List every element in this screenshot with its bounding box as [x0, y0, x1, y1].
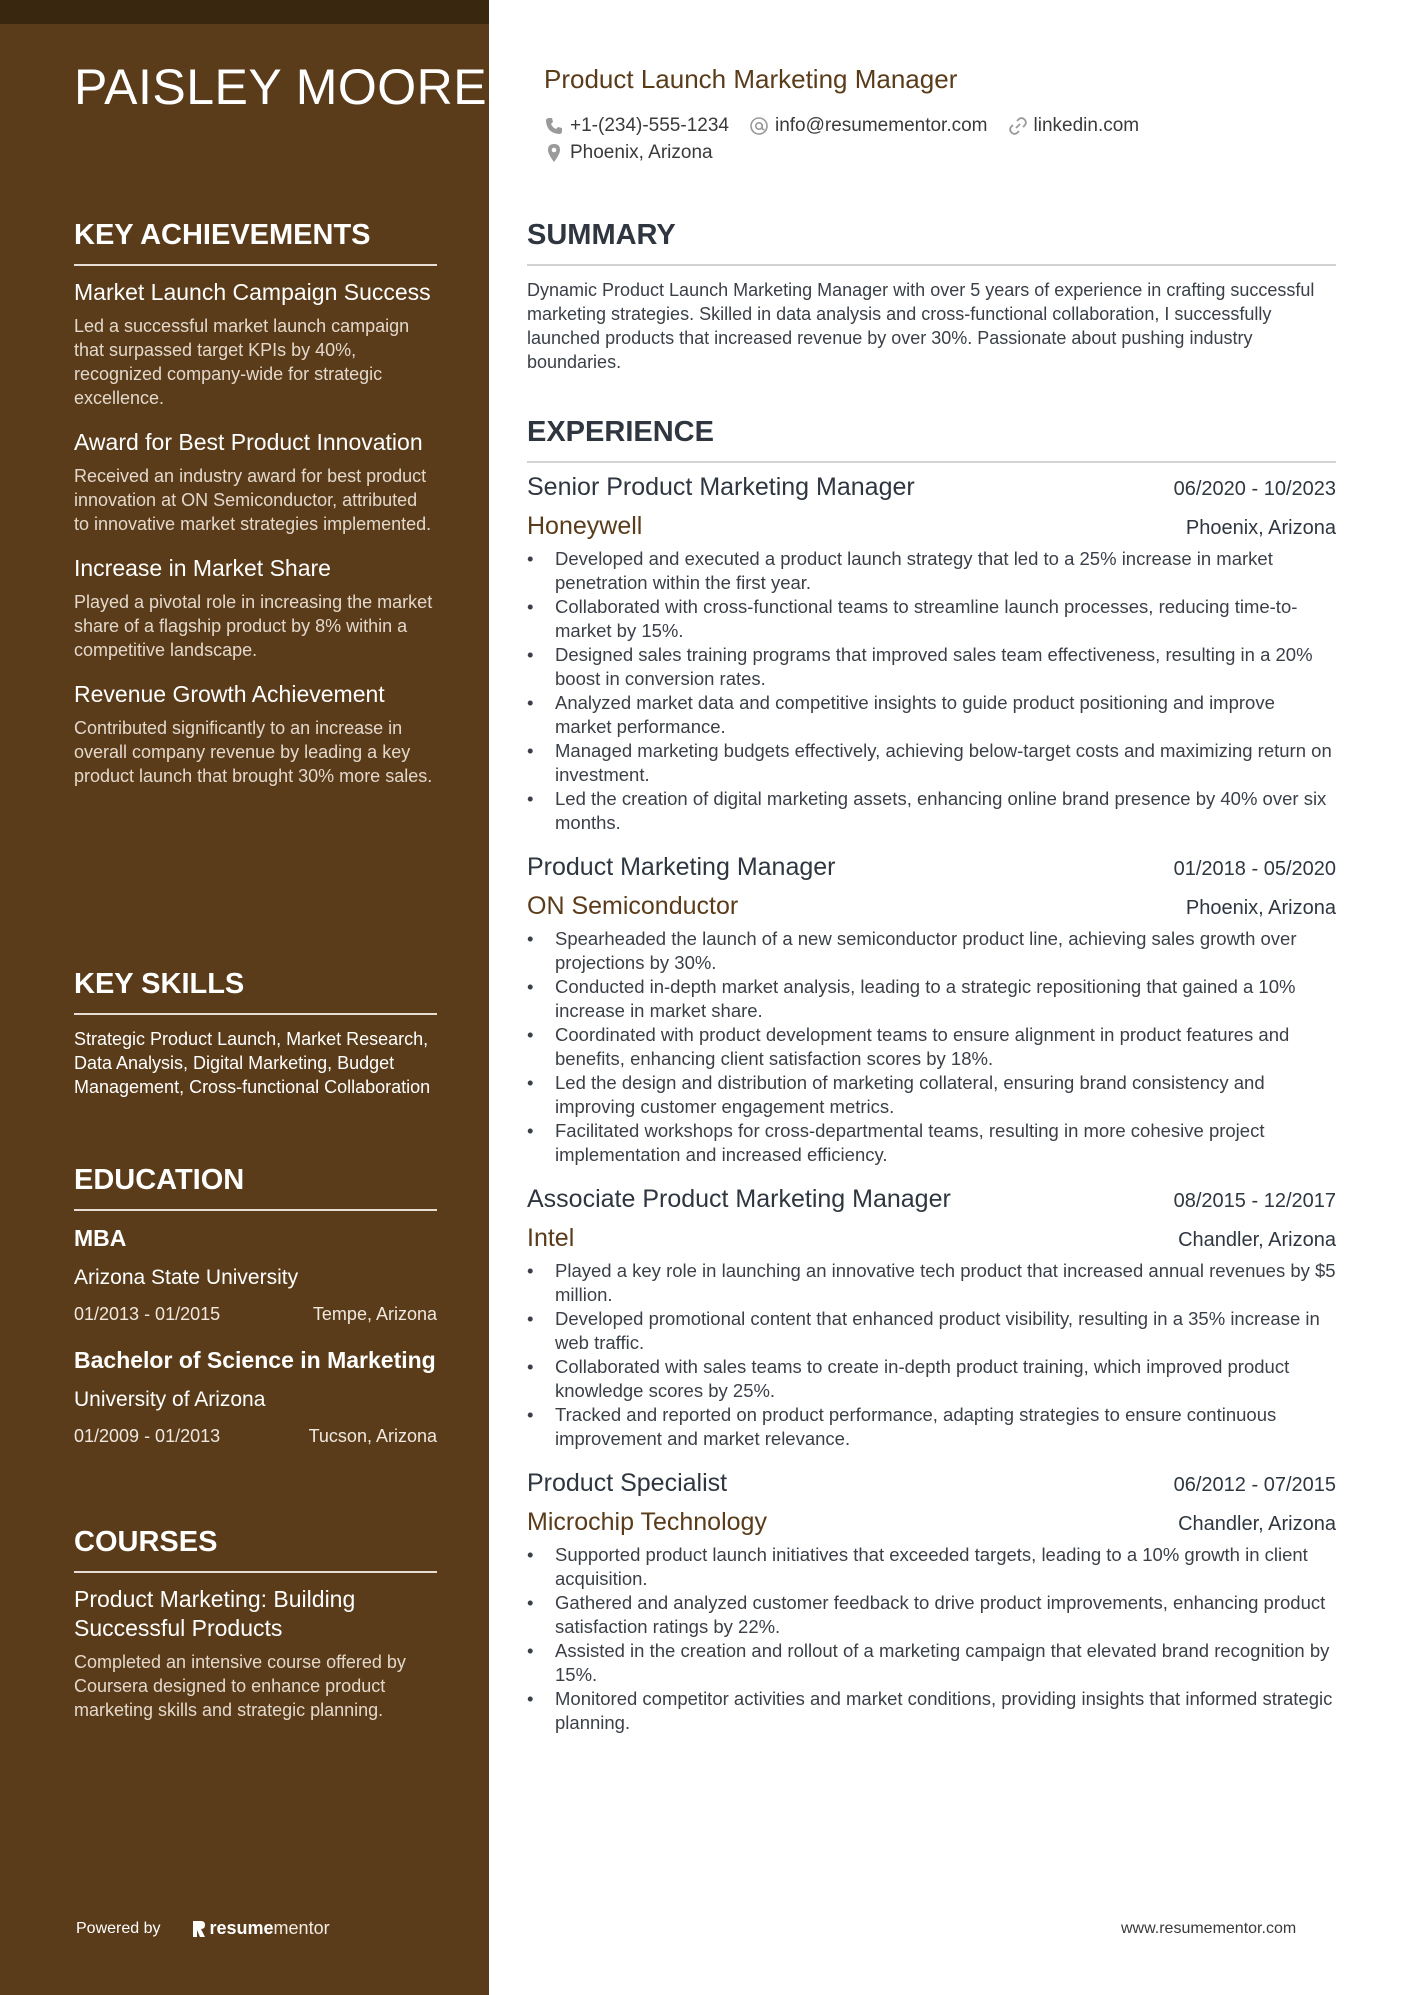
- skills-section: [74, 968, 437, 1099]
- target-job-title: Product Launch Marketing Manager: [544, 64, 958, 94]
- contact-phone[interactable]: [544, 115, 729, 137]
- job-location: Phoenix, Arizona: [1185, 897, 1336, 919]
- achievement-item: [74, 680, 437, 788]
- sidebar-top-bar: [0, 0, 489, 24]
- achievement-desc: Led a successful market launch campaign that surpassed target KPIs by 40%, recognized company-wide for strategic excellence.: [74, 316, 410, 408]
- job-location: Chandler, Arizona: [1178, 1513, 1336, 1535]
- brand-mark-icon: [191, 1920, 206, 1938]
- job-company: Microchip Technology: [527, 1508, 767, 1536]
- candidate-name: PAISLEY MOORE: [74, 59, 488, 115]
- job-bullet: • Led the creation of digital marketing assets, enhancing online brand presence by 40% over six months.: [527, 787, 1336, 835]
- education-section: [74, 1164, 437, 1447]
- job-company: Honeywell: [527, 512, 643, 540]
- job-bullet: • Monitored competitor activities and market conditions, providing insights that informed strategic planning.: [527, 1687, 1336, 1735]
- job-dates: 01/2018 - 05/2020: [1173, 858, 1336, 880]
- education-meta: [74, 1304, 437, 1325]
- brand-name-bold: resume: [209, 1918, 274, 1938]
- job-role: Product Specialist: [527, 1469, 728, 1497]
- contact-info: [544, 112, 1334, 166]
- skills-heading: KEY SKILLS: [74, 968, 437, 1015]
- job-bullets: [527, 547, 1336, 835]
- job-location: Chandler, Arizona: [1178, 1229, 1336, 1251]
- education-location: Tucson, Arizona: [308, 1426, 437, 1446]
- job-bullet: • Facilitated workshops for cross-departmental teams, resulting in more cohesive project implementation and increased efficiency.: [527, 1119, 1336, 1167]
- job-dates: 06/2012 - 07/2015: [1173, 1474, 1336, 1496]
- education-degree: MBA: [74, 1225, 127, 1251]
- education-location: Tempe, Arizona: [312, 1304, 437, 1324]
- job-role: Senior Product Marketing Manager: [527, 473, 915, 501]
- job-company: ON Semiconductor: [527, 892, 739, 920]
- job-bullet: • Led the design and distribution of marketing collateral, ensuring brand consistency and improving customer engagement metrics.: [527, 1071, 1336, 1119]
- job-bullet: • Developed and executed a product launch strategy that led to a 25% increase in market penetration within the first year.: [527, 547, 1336, 595]
- phone-text: +1-(234)-555-1234: [570, 114, 729, 136]
- achievement-item: [74, 428, 437, 536]
- job-bullet: • Developed promotional content that enhanced product visibility, resulting in a 35% increase in web traffic.: [527, 1307, 1336, 1355]
- location-text: Phoenix, Arizona: [570, 141, 713, 163]
- job-bullet: • Gathered and analyzed customer feedback to drive product improvements, enhancing product satisfaction ratings by 22%.: [527, 1591, 1336, 1639]
- achievement-title: Increase in Market Share: [74, 555, 331, 581]
- email-text: info@resumementor.com: [774, 114, 988, 136]
- job-company: Intel: [527, 1224, 575, 1252]
- education-meta: [74, 1426, 437, 1447]
- job-bullet: • Assisted in the creation and rollout of a marketing campaign that elevated brand recognition by 15%.: [527, 1639, 1336, 1687]
- job-role: Associate Product Marketing Manager: [527, 1185, 951, 1213]
- education-item: [74, 1223, 437, 1325]
- job-bullet: • Played a key role in launching an innovative tech product that increased annual revenues by $5 million.: [527, 1259, 1336, 1307]
- job-bullet: • Supported product launch initiatives that exceeded targets, leading to a 10% growth in client acquisition.: [527, 1543, 1336, 1591]
- summary-text: Dynamic Product Launch Marketing Manager with over 5 years of experience in crafting successful marketing strategies. Skilled in data analysis and cross-functional collaboration, I successfully launched products that increased revenue by over 30%. Passionate about pushing industry boundaries.: [527, 280, 1315, 372]
- summary-section: [527, 219, 1336, 374]
- contact-linkedin[interactable]: [1008, 115, 1140, 137]
- education-item: [74, 1345, 437, 1447]
- contact-email[interactable]: [749, 115, 988, 137]
- job-bullet: • Tracked and reported on product performance, adapting strategies to ensure continuous improvement and market relevance.: [527, 1403, 1336, 1451]
- education-school: Arizona State University: [74, 1266, 299, 1289]
- job-bullet: • Spearheaded the launch of a new semiconductor product line, achieving sales growth over projections by 30%.: [527, 927, 1336, 975]
- brand-name-light: mentor: [273, 1918, 330, 1938]
- summary-heading: SUMMARY: [527, 219, 1336, 266]
- course-desc: Completed an intensive course offered by Coursera designed to enhance product marketing skills and strategic planning.: [74, 1652, 406, 1720]
- job-bullet: • Collaborated with cross-functional teams to streamline launch processes, reducing time-to-market by 15%.: [527, 595, 1336, 643]
- course-item: [74, 1585, 437, 1722]
- job-bullet: • Conducted in-depth market analysis, leading to a strategic repositioning that gained a 10% increase in market share.: [527, 975, 1336, 1023]
- job-entry: [527, 1185, 1336, 1451]
- at-icon: [749, 116, 769, 136]
- job-bullets: [527, 927, 1336, 1167]
- job-bullet: • Managed marketing budgets effectively, achieving below-target costs and maximizing return on investment.: [527, 739, 1336, 787]
- contact-row: [544, 112, 1334, 139]
- education-school: University of Arizona: [74, 1388, 266, 1411]
- contact-location: [544, 142, 713, 164]
- education-degree: Bachelor of Science in Marketing: [74, 1347, 436, 1373]
- sidebar: [0, 0, 489, 1995]
- achievement-title: Market Launch Campaign Success: [74, 279, 431, 305]
- company-row: [527, 892, 1336, 921]
- job-bullets: [527, 1543, 1336, 1735]
- skills-list: Strategic Product Launch, Market Research, Data Analysis, Digital Marketing, Budget Management, Cross-functional Collaboration: [74, 1029, 431, 1097]
- linkedin-text: linkedin.com: [1033, 114, 1140, 136]
- education-dates: 01/2009 - 01/2013: [74, 1426, 221, 1446]
- education-heading: EDUCATION: [74, 1164, 437, 1211]
- job-entry: [527, 853, 1336, 1167]
- course-title: Product Marketing: Building Successful Products: [74, 1586, 356, 1641]
- achievement-desc: Received an industry award for best product innovation at ON Semiconductor, attributed to innovative market strategies implemented.: [74, 466, 432, 534]
- footer-url[interactable]: www.resumementor.com: [1121, 1920, 1297, 1937]
- achievement-item: [74, 278, 437, 410]
- achievements-heading: KEY ACHIEVEMENTS: [74, 219, 437, 266]
- job-header: [527, 1469, 1336, 1498]
- job-dates: 08/2015 - 12/2017: [1173, 1190, 1336, 1212]
- job-bullet: • Collaborated with sales teams to create in-depth product training, which improved product knowledge scores by 25%.: [527, 1355, 1336, 1403]
- job-entry: [527, 1469, 1336, 1735]
- achievement-title: Revenue Growth Achievement: [74, 681, 385, 707]
- job-header: [527, 1185, 1336, 1214]
- link-icon: [1008, 116, 1028, 136]
- courses-section: [74, 1526, 437, 1722]
- achievement-desc: Played a pivotal role in increasing the market share of a flagship product by 8% within a competitive landscape.: [74, 592, 433, 660]
- company-row: [527, 1224, 1336, 1253]
- achievement-title: Award for Best Product Innovation: [74, 429, 423, 455]
- job-role: Product Marketing Manager: [527, 853, 836, 881]
- job-dates: 06/2020 - 10/2023: [1173, 478, 1336, 500]
- experience-section: [527, 416, 1336, 1735]
- powered-by-label: Powered by: [76, 1919, 161, 1937]
- contact-row: [544, 139, 1334, 166]
- job-bullet: • Coordinated with product development teams to ensure alignment in product features and benefits, enhancing client satisfaction scores by 18%.: [527, 1023, 1336, 1071]
- job-bullets: [527, 1259, 1336, 1451]
- job-bullet: • Analyzed market data and competitive insights to guide product positioning and improve market performance.: [527, 691, 1336, 739]
- courses-heading: COURSES: [74, 1526, 437, 1573]
- powered-by: [76, 1918, 330, 1939]
- achievement-item: [74, 554, 437, 662]
- brand-logo[interactable]: [191, 1918, 330, 1939]
- achievements-section: [74, 219, 437, 788]
- company-row: [527, 512, 1336, 541]
- company-row: [527, 1508, 1336, 1537]
- experience-heading: EXPERIENCE: [527, 416, 1336, 463]
- location-pin-icon: [544, 143, 564, 163]
- job-location: Phoenix, Arizona: [1185, 517, 1336, 539]
- phone-icon: [544, 116, 564, 136]
- job-bullet: • Designed sales training programs that improved sales team effectiveness, resulting in a 20% boost in conversion rates.: [527, 643, 1336, 691]
- job-header: [527, 473, 1336, 502]
- job-entry: [527, 473, 1336, 835]
- job-header: [527, 853, 1336, 882]
- education-dates: 01/2013 - 01/2015: [74, 1304, 221, 1324]
- achievement-desc: Contributed significantly to an increase in overall company revenue by leading a key product launch that brought 30% more sales.: [74, 718, 433, 786]
